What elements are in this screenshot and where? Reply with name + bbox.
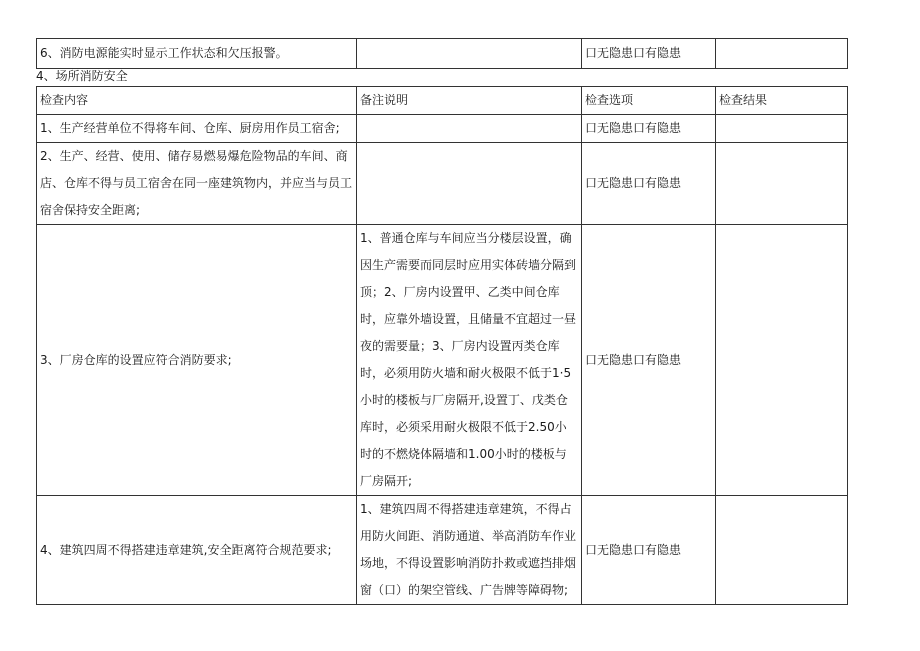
option-cell: 口无隐患口有隐患	[582, 225, 716, 496]
remarks-cell	[357, 39, 582, 69]
option-cell: 口无隐患口有隐患	[582, 143, 716, 225]
header-row	[37, 87, 848, 115]
table-row	[37, 39, 848, 69]
table-row	[37, 496, 848, 605]
result-cell	[716, 496, 848, 605]
content-cell: 1、生产经营单位不得将车间、仓库、厨房用作员工宿舍;	[37, 115, 357, 143]
header-option: 检查选项	[582, 87, 716, 115]
content-cell: 2、生产、经营、使用、储存易燃易爆危险物品的车间、商店、仓库不得与员工宿舍在同一座建筑物内，并应当与员工宿舍保持安全距离;	[37, 143, 357, 225]
remarks-cell	[357, 143, 582, 225]
remarks-cell: 1、建筑四周不得搭建违章建筑，不得占用防火间距、消防通道、举高消防车作业场地，不得设置影响消防扑救或遮挡排烟窗（口）的架空管线、广告牌等障碍物;	[357, 496, 582, 605]
content-cell: 3、厂房仓库的设置应符合消防要求;	[37, 225, 357, 496]
table-row	[37, 143, 848, 225]
result-cell	[716, 143, 848, 225]
option-cell: 口无隐患口有隐患	[582, 115, 716, 143]
header-result: 检查结果	[716, 87, 848, 115]
table-row	[37, 115, 848, 143]
result-cell	[716, 225, 848, 496]
content-cell: 4、建筑四周不得搭建违章建筑,安全距离符合规范要求;	[37, 496, 357, 605]
remarks-cell	[357, 115, 582, 143]
header-remarks: 备注说明	[357, 87, 582, 115]
option-cell: 口无隐患口有隐患	[582, 39, 716, 69]
top-table	[36, 38, 848, 69]
option-cell: 口无隐患口有隐患	[582, 496, 716, 605]
inspection-table	[36, 86, 848, 605]
section-title: 4、场所消防安全	[36, 69, 128, 83]
header-content: 检查内容	[37, 87, 357, 115]
remarks-cell: 1、普通仓库与车间应当分楼层设置，确因生产需要而同层时应用实体砖墙分隔到顶；2、厂房内设置甲、乙类中间仓库时，应靠外墙设置，且储量不宜超过一昼夜的需要量；3、厂房内设置丙类仓库时，必须用防火墙和耐火极限不低于1·5小时的楼板与厂房隔开,设置丁、戊类仓库时，必须采用耐火极限不低于2.50小时的不燃烧体隔墙和1.00小时的楼板与厂房隔开;	[357, 225, 582, 496]
result-cell	[716, 115, 848, 143]
table-row	[37, 225, 848, 496]
result-cell	[716, 39, 848, 69]
content-cell: 6、消防电源能实时显示工作状态和欠压报警。	[37, 39, 357, 69]
